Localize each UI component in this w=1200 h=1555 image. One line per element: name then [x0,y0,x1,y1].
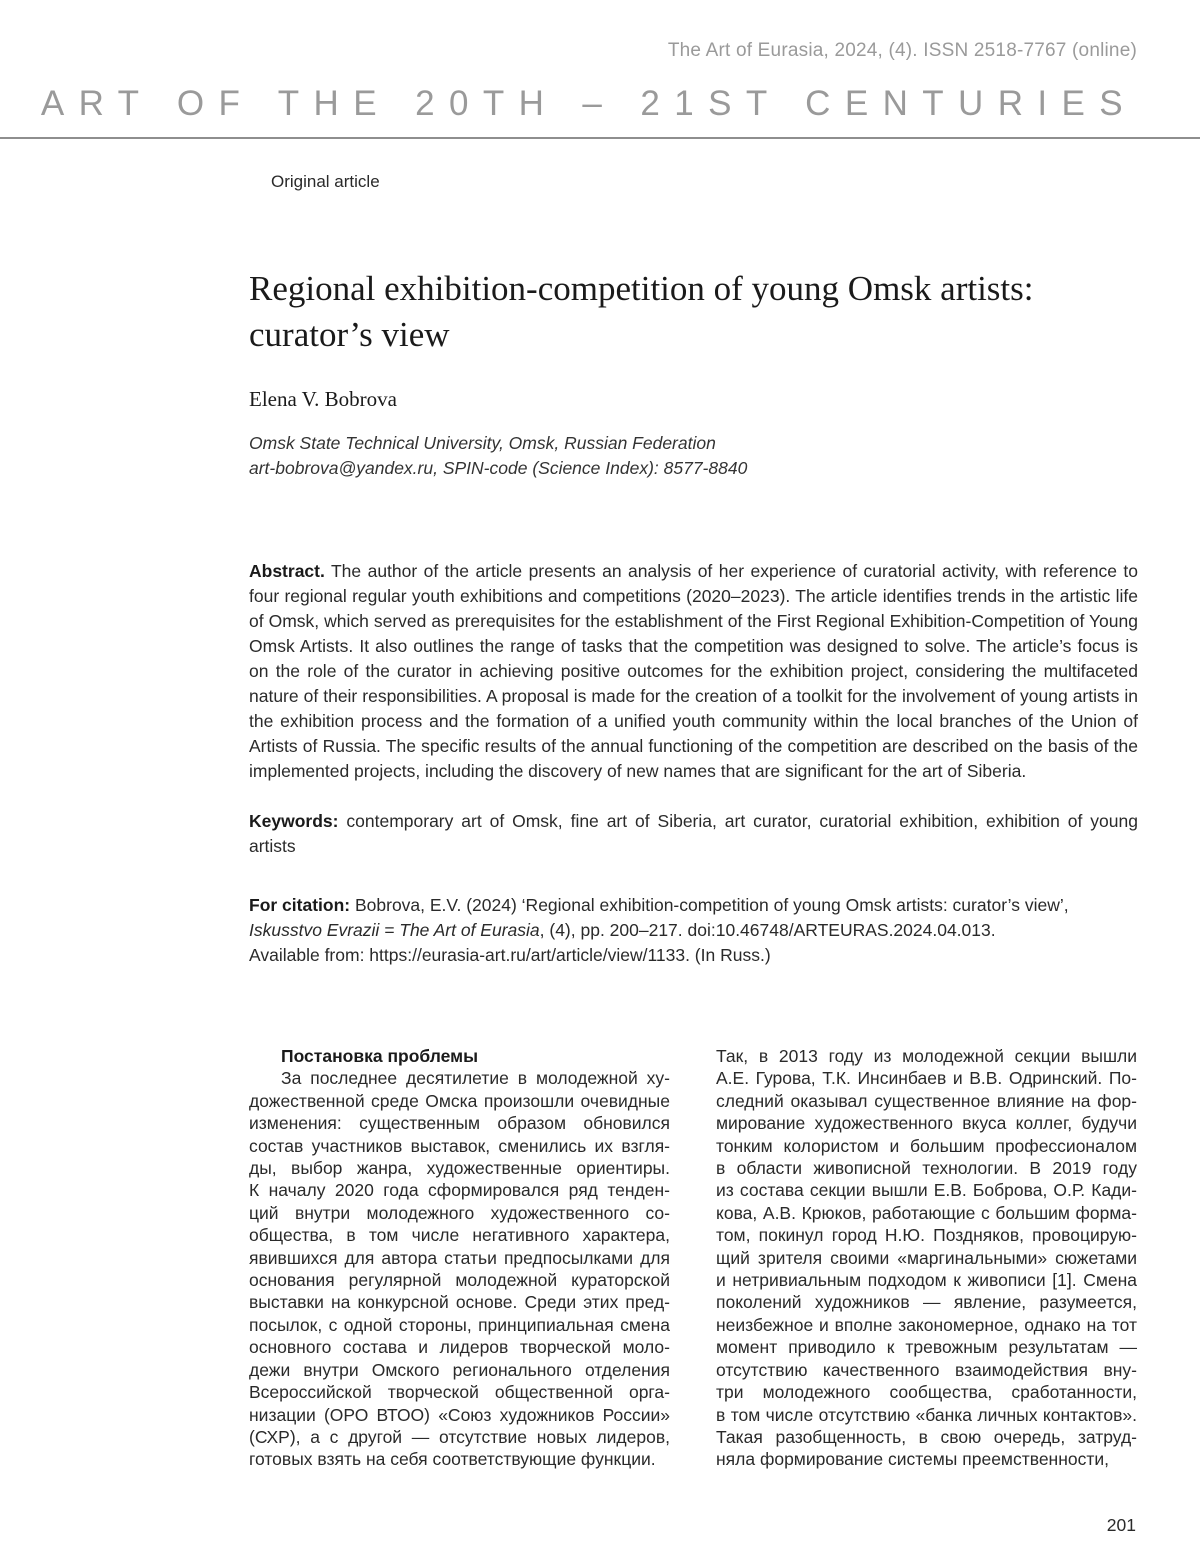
right-column-text [716,1045,1137,1471]
text-line: общества, в том числе негативного характера, [249,1225,670,1246]
page-number: 201 [1106,1515,1136,1535]
text-line: изменения: существенным образом обновился [249,1113,670,1134]
text-line: в том числе отсутствию «банка личных контактов». [716,1404,1137,1425]
text-line: А.Е. Гурова, Т.К. Инсинбаев и В.В. Одринский. По- [716,1068,1137,1089]
text-line: няла формирование системы преемственности, [716,1449,1110,1470]
text-line: выставки на конкурсной основе. Среди этих пред- [249,1292,670,1313]
citation-text-2: , (4), pp. 200–217. doi:10.46748/ARTEURAS.2024.04.013. [539,920,996,940]
text-line: и нетривиальным подходом к живописи [1]. Смена [716,1270,1137,1291]
text-line: Так, в 2013 году из молодежной секции вышли [716,1046,1137,1066]
text-line: тонким колористом и большим профессионалом [716,1135,1137,1156]
section-heading: Постановка проблемы [281,1046,479,1066]
keywords-text: contemporary art of Omsk, fine art of Siberia, art curator, curatorial exhibition, exhibition of young artists [249,811,1138,856]
citation-line-2 [249,918,1138,943]
journal-reference: The Art of Eurasia, 2024, (4). ISSN 2518-7767 (online) [667,40,1137,61]
text-line: неизбежное и вполне закономерное, однако на тот [716,1314,1137,1335]
left-column-text [249,1067,670,1470]
text-line: Такая разобщенность, в свою очередь, затруд- [716,1426,1137,1447]
text-line: кова, А.В. Крюков, работающие с большим форма- [716,1202,1137,1223]
text-line: момент приводило к тревожным результатам — [716,1337,1137,1358]
text-line: явившихся для автора статьи предпосылками для [249,1247,670,1268]
text-line: следний оказывал существенное влияние на фор- [716,1090,1137,1111]
text-line: (СХР), а с другой — отсутствие новых лидеров, [249,1426,670,1447]
author-affiliation: Omsk State Technical University, Omsk, Russian Federation [249,433,716,453]
article-title [249,266,1139,358]
text-line: ций внутри молодежного художественного со- [249,1202,670,1223]
text-line: Всероссийской творческой общественной орга- [249,1382,670,1403]
text-line: из состава секции вышли Е.В. Боброва, О.Р. Кади- [716,1180,1137,1201]
article-title-line-1: Regional exhibition-competition of young Omsk artists: [249,269,1034,308]
abstract-text: The author of the article presents an analysis of her experience of curatorial activity, with reference to four regional regular youth exhibitions and competitions (2020–2023). The article identifies trends in the artistic life of Omsk, which served as prerequisites for the establishment of the First Regional Exhibition-Competition of Young Omsk Artists. It also outlines the range of tasks that the competition was designed to solve. The article’s focus is on the role of the curator in achieving positive outcomes for the exhibition project, considering the multifaceted nature of their responsibilities. A proposal is made for the creation of a toolkit for the involvement of young artists in the exhibition process and the formation of a unified youth community within the local branches of the Union of Artists of Russia. The specific results of the annual functioning of the competition are described on the basis of the implemented projects, including the discovery of new names that are significant for the art of Siberia. [249,561,1138,781]
citation-journal: Iskusstvo Evrazii = The Art of Eurasia [249,920,540,940]
citation-line-1 [249,893,1138,918]
article-type: Original article [271,172,380,191]
section-title: ART OF THE 20TH – 21ST CENTURIES [40,84,1137,123]
text-line: К началу 2020 года сформировался ряд тенден- [249,1180,670,1201]
body-column-right [716,1045,1137,1471]
text-line: дожественной среде Омска произошли очевидные [249,1090,670,1111]
header-divider [0,137,1200,139]
citation [249,893,1138,968]
text-line: За последнее десятилетие в молодежной ху- [281,1068,670,1089]
text-line: готовых взять на себя соответствующие функции. [249,1449,656,1470]
text-line: мирование художественного вкуса коллег, будучи [716,1113,1137,1134]
text-line: основания регулярной молодежной кураторской [249,1270,670,1291]
text-line: ды, выбор жанра, художественные ориентиры. [249,1158,670,1179]
abstract [249,559,1138,784]
body-column-left [249,1045,670,1471]
text-line: посылок, с одной стороны, принципиальная смена [249,1314,670,1335]
citation-line-3: Available from: https://eurasia-art.ru/art/article/view/1133. (In Russ.) [249,945,771,965]
text-line: дежи внутри Омского регионального отделения [249,1359,670,1380]
text-line: том, покинул город Н.Ю. Поздняков, провоцирую- [716,1225,1137,1246]
citation-text-1: Bobrova, E.V. (2024) ‘Regional exhibition-competition of young Omsk artists: curator’s view’, [354,895,1069,915]
article-title-line-2: curator’s view [249,315,450,354]
abstract-label: Abstract. [249,561,325,581]
text-line: отсутствию качественного взаимодействия вну- [716,1359,1137,1380]
keywords [249,809,1138,859]
author-name: Elena V. Bobrova [249,387,397,411]
text-line: три молодежного сообщества, сработанности, [716,1382,1137,1403]
keywords-label: Keywords: [249,811,339,831]
text-line: состав участников выставок, сменились их взгля- [249,1135,670,1156]
citation-label: For citation: [249,895,351,915]
text-line: поколений художников — явление, разумеется, [716,1292,1137,1313]
text-line: основного состава и лидеров творческой моло- [249,1337,670,1358]
text-line: низации (ОРО ВТОО) «Союз художников России» [249,1404,670,1425]
text-line: в области живописной технологии. В 2019 году [716,1158,1137,1179]
author-contact: art-bobrova@yandex.ru, SPIN-code (Science Index): 8577-8840 [249,458,748,478]
text-line: щий зрителя своими «маргинальными» сюжетами [716,1247,1137,1268]
